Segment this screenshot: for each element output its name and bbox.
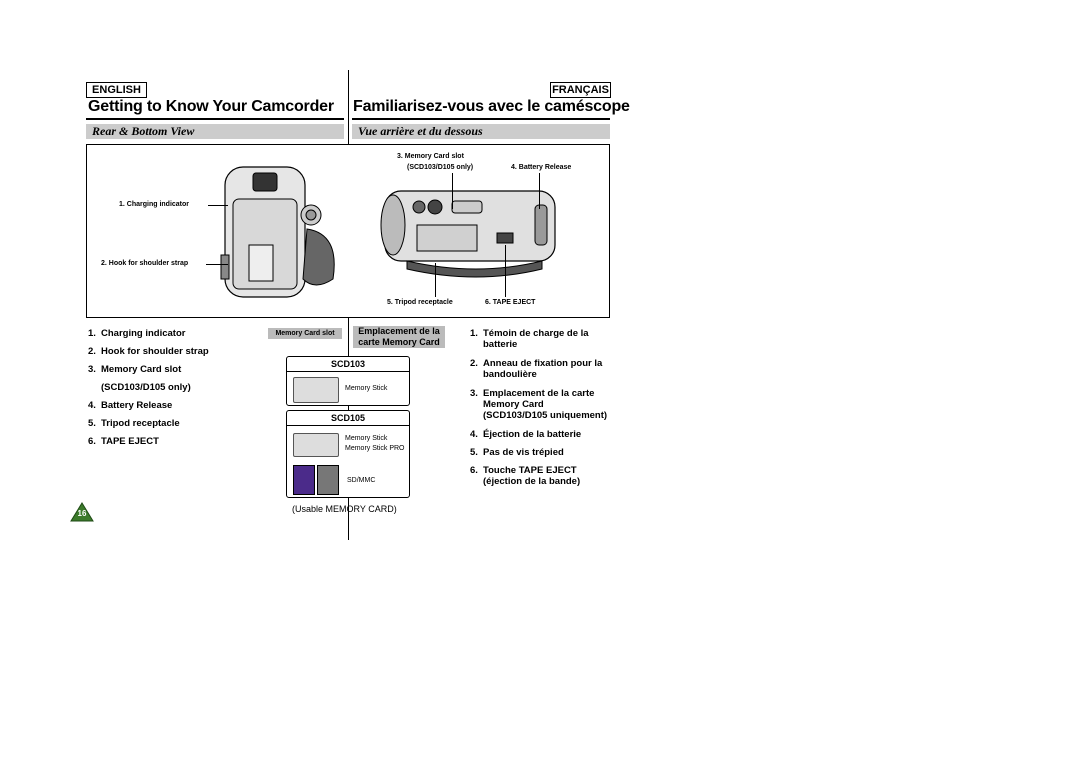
- french-item-1: 1. Témoin de charge de la batterie: [470, 328, 589, 350]
- section-english: Rear & Bottom View: [86, 124, 344, 139]
- scd103-card-label: Memory Stick: [345, 385, 388, 392]
- french-item-6: 6. Touche TAPE EJECT (éjection de la bande): [470, 465, 581, 487]
- center-divider-top: [348, 70, 349, 144]
- english-item-6: 6. TAPE EJECT: [88, 436, 159, 447]
- page-number: 16: [77, 509, 87, 518]
- francais-label: FRANÇAIS: [550, 82, 611, 98]
- usable-memory-card-caption: (Usable MEMORY CARD): [292, 504, 397, 514]
- camcorder-figure: [86, 144, 610, 318]
- callout-tape-eject: 6. TAPE EJECT: [485, 299, 536, 306]
- callout-line-battery: [539, 173, 540, 209]
- callout-charging-indicator: 1. Charging indicator: [119, 201, 190, 208]
- sd-card-icon: [293, 465, 315, 495]
- english-item-3-note: (SCD103/D105 only): [101, 382, 191, 393]
- callout-line-tape: [505, 245, 506, 297]
- callout-line-memory: [452, 173, 453, 209]
- callout-hook-strap: 2. Hook for shoulder strap: [101, 260, 189, 267]
- scd105-title: SCD105: [330, 413, 366, 423]
- sd-mmc-label: SD/MMC: [347, 477, 376, 484]
- title-english: Getting to Know Your Camcorder: [88, 98, 334, 115]
- callout-tripod: 5. Tripod receptacle: [387, 299, 453, 306]
- french-item-2: 2. Anneau de fixation pour la bandoulière: [470, 358, 603, 380]
- scd105-divider: [287, 425, 409, 426]
- callout-line-hook: [206, 264, 228, 265]
- callout-memory-slot-line1: 3. Memory Card slot: [397, 153, 464, 160]
- scd105-card1-label: Memory Stick: [345, 435, 388, 442]
- memory-card-label-fr: [353, 326, 445, 348]
- scd103-divider: [287, 371, 409, 372]
- section-french: Vue arrière et du dessous: [352, 124, 610, 139]
- memory-stick-pro-icon: [293, 433, 339, 457]
- scd103-title: SCD103: [330, 359, 366, 369]
- english-item-2: 2. Hook for shoulder strap: [88, 346, 209, 357]
- callout-memory-slot-line2: (SCD103/D105 only): [407, 164, 474, 171]
- memory-stick-icon: [293, 377, 339, 403]
- callout-battery-release: 4. Battery Release: [511, 164, 572, 171]
- french-item-3: 3. Emplacement de la carte Memory Card (SCD103/D105 uniquement): [470, 388, 608, 421]
- french-item-5: 5. Pas de vis trépied: [470, 447, 564, 458]
- title-rule-right: [352, 118, 610, 120]
- english-label: ENGLISH: [86, 82, 147, 98]
- scd105-box: [286, 410, 410, 498]
- scd105-card2-label: Memory Stick PRO: [345, 445, 405, 452]
- title-rule-left: [86, 118, 344, 120]
- french-item-4: 4. Éjection de la batterie: [470, 429, 582, 440]
- mmc-card-icon: [317, 465, 339, 495]
- camcorder-rear-view-illustration: [215, 159, 355, 299]
- memory-card-label-fr-line1: Emplacement de la: [358, 326, 440, 336]
- memory-card-slot-label: Memory Card slot: [268, 328, 342, 339]
- english-item-4: 4. Battery Release: [88, 400, 173, 411]
- title-french: Familiarisez-vous avec le caméscope: [353, 98, 630, 115]
- callout-line-tripod: [435, 263, 436, 297]
- scd103-box: [286, 356, 410, 406]
- english-item-3: 3. Memory Card slot: [88, 364, 182, 375]
- english-item-5: 5. Tripod receptacle: [88, 418, 180, 429]
- memory-card-label-fr-line2: carte Memory Card: [358, 337, 440, 347]
- english-item-1: 1. Charging indicator: [88, 328, 186, 339]
- callout-line-charging: [208, 205, 228, 206]
